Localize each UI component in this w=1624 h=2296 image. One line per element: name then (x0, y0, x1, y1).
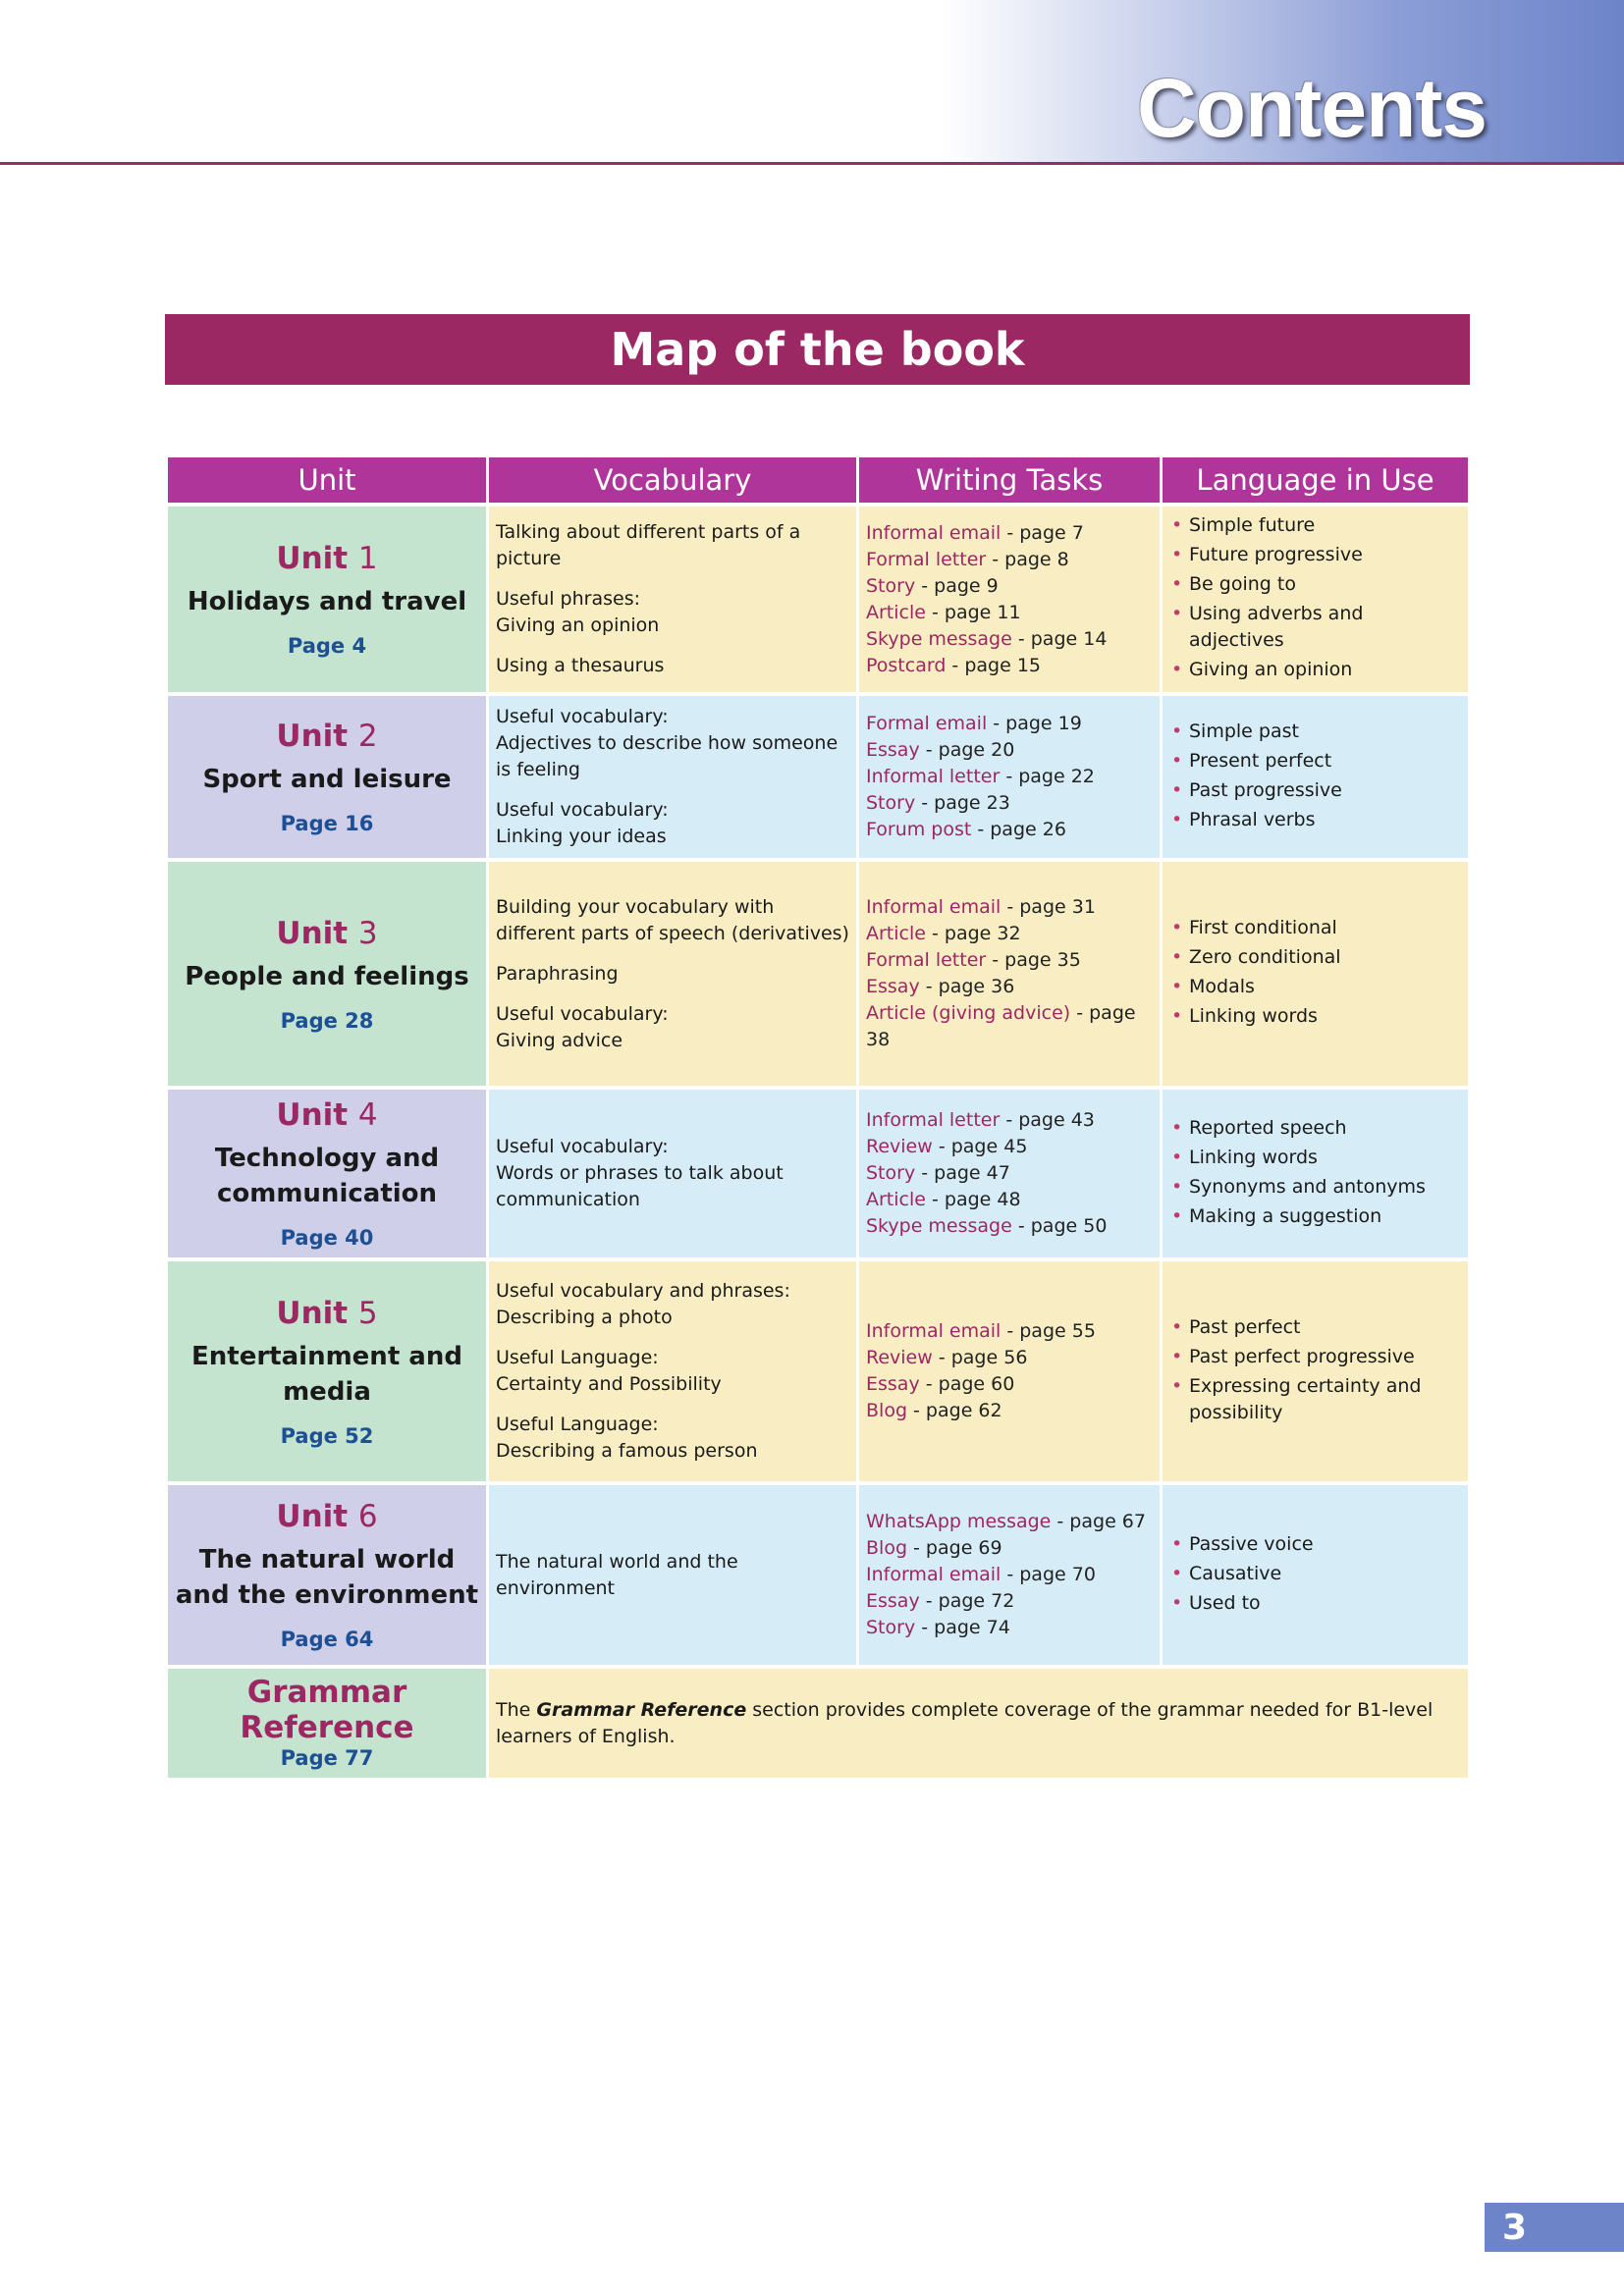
writing-tasks-cell (859, 1090, 1160, 1257)
grammar-desc-post: section provides complete coverage of the grammar needed for B1-level learners of English. (496, 1698, 1434, 1747)
vocabulary-line: Paraphrasing (496, 962, 619, 985)
unit-cell (168, 507, 486, 692)
map-of-the-book-banner: Map of the book (165, 314, 1470, 385)
task-type: Postcard (866, 654, 947, 676)
writing-task (866, 1398, 1153, 1424)
unit-name: Entertainment and media (191, 1341, 462, 1407)
unit-title (175, 1294, 479, 1333)
map-of-the-book-table (165, 454, 1471, 1782)
writing-task (866, 1535, 1153, 1562)
vocabulary-line: The natural world and the environment (496, 1550, 738, 1599)
writing-task (866, 600, 1153, 626)
task-page: - page 22 (1000, 766, 1095, 787)
language-item: • Future progressive (1189, 542, 1461, 568)
vocabulary-cell (489, 1485, 856, 1665)
grammar-reference-row (168, 1669, 1468, 1778)
writing-task (866, 1318, 1153, 1345)
unit-cell (168, 1485, 486, 1665)
vocabulary-group (496, 1278, 849, 1331)
task-type: Informal letter (866, 766, 1001, 787)
task-page: - page 14 (1011, 627, 1108, 650)
task-type: Story (866, 1162, 916, 1184)
vocabulary-line: Building your vocabulary with different parts of speech (derivatives) (496, 895, 849, 944)
vocabulary-line: Using a thesaurus (496, 655, 665, 676)
task-page: - page 15 (946, 654, 1041, 676)
vocabulary-line: Useful vocabulary: (496, 1136, 669, 1157)
vocabulary-line: Useful vocabulary: (496, 799, 669, 821)
unit-title (175, 717, 479, 756)
vocabulary-cell (489, 862, 856, 1086)
task-page: - page 31 (1001, 896, 1096, 918)
task-page: - page 7 (1001, 521, 1084, 544)
unit-page-link[interactable]: Page 52 (280, 1423, 374, 1448)
language-item: • Past perfect progressive (1189, 1344, 1461, 1370)
unit-number: 3 (357, 915, 378, 951)
writing-task (866, 894, 1153, 921)
language-item: • Phrasal verbs (1189, 807, 1461, 833)
language-item: • Expressing certainty and possibility (1189, 1373, 1461, 1426)
column-header-unit: Unit (168, 457, 486, 503)
column-header-vocabulary: Vocabulary (489, 457, 856, 503)
task-type: WhatsApp message (866, 1511, 1052, 1532)
task-type: Article (giving advice) (866, 1002, 1071, 1024)
writing-task (866, 1107, 1153, 1134)
task-page: - page 67 (1051, 1511, 1146, 1532)
writing-tasks-cell (859, 696, 1160, 858)
vocabulary-cell (489, 1261, 856, 1481)
unit-page-link[interactable]: Page 4 (287, 634, 367, 658)
table-row (168, 1090, 1468, 1257)
task-type: Formal letter (866, 548, 987, 570)
language-item: • Reported speech (1189, 1115, 1461, 1142)
task-type: Article (866, 923, 926, 944)
task-page: - page 9 (915, 574, 999, 597)
contents-title: Contents (1137, 62, 1487, 154)
table-row (168, 1485, 1468, 1665)
task-type: Review (866, 1347, 933, 1368)
task-type: Formal email (866, 713, 988, 734)
language-item: • Using adverbs and adjectives (1189, 601, 1461, 654)
vocabulary-line: Talking about different parts of a picture (496, 521, 801, 569)
vocabulary-group (496, 894, 849, 947)
unit-page-link[interactable]: Page 16 (280, 812, 374, 835)
writing-task (866, 1588, 1153, 1615)
language-item: • Synonyms and antonyms (1189, 1174, 1461, 1201)
grammar-reference-cell (168, 1669, 486, 1778)
unit-name: People and feelings (185, 961, 469, 991)
writing-task (866, 626, 1153, 653)
writing-task (866, 1000, 1153, 1053)
vocabulary-group (496, 961, 849, 988)
language-item: • Giving an opinion (1189, 657, 1461, 683)
unit-number: 2 (357, 719, 378, 754)
task-page: - page 8 (986, 548, 1069, 570)
language-in-use-cell (1163, 1090, 1468, 1257)
vocabulary-group (496, 519, 849, 572)
unit-cell (168, 862, 486, 1086)
writing-task (866, 1562, 1153, 1588)
writing-task (866, 520, 1153, 547)
language-item: • Past progressive (1189, 777, 1461, 804)
language-in-use-cell (1163, 862, 1468, 1086)
task-page: - page 35 (986, 949, 1081, 971)
task-page: - page 11 (925, 601, 1021, 623)
language-list (1169, 1314, 1461, 1426)
unit-number: 4 (357, 1097, 378, 1133)
writing-task (866, 974, 1153, 1000)
unit-title (175, 1497, 479, 1536)
vocabulary-line: Useful Language: (496, 1414, 659, 1435)
task-page: - page 19 (987, 713, 1082, 734)
grammar-reference-description (489, 1669, 1468, 1778)
language-item: • Making a suggestion (1189, 1203, 1461, 1230)
vocabulary-cell (489, 696, 856, 858)
unit-cell (168, 1261, 486, 1481)
unit-label: Unit (276, 1097, 349, 1133)
unit-name: Technology and communication (214, 1144, 440, 1208)
task-type: Formal letter (866, 949, 987, 971)
vocabulary-line: Useful Language: (496, 1347, 659, 1368)
task-type: Informal email (866, 1320, 1001, 1342)
vocabulary-line: Useful vocabulary and phrases: (496, 1280, 790, 1302)
language-list (1169, 1115, 1461, 1230)
task-page: - page 62 (907, 1400, 1002, 1421)
task-page: - page 20 (919, 739, 1015, 761)
task-type: Informal letter (866, 1109, 1001, 1131)
task-type: Article (866, 601, 926, 623)
task-page: - page 50 (1011, 1215, 1108, 1237)
unit-label: Unit (276, 1295, 349, 1331)
column-header-writing-tasks: Writing Tasks (859, 457, 1160, 503)
language-item: • Used to (1189, 1590, 1461, 1617)
vocabulary-cell (489, 507, 856, 692)
language-item: • Be going to (1189, 571, 1461, 598)
task-page: - page 48 (925, 1189, 1021, 1210)
header-rule (0, 162, 1624, 165)
page-number: 3 (1485, 2203, 1624, 2252)
language-in-use-cell (1163, 1485, 1468, 1665)
table-row (168, 862, 1468, 1086)
task-type: Review (866, 1136, 933, 1157)
vocabulary-line: Useful phrases: (496, 588, 640, 610)
language-list (1169, 915, 1461, 1030)
task-type: Forum post (866, 819, 972, 840)
writing-tasks-cell (859, 862, 1160, 1086)
language-item: • Past perfect (1189, 1314, 1461, 1341)
language-item: • Linking words (1189, 1003, 1461, 1030)
task-type: Skype message (866, 627, 1012, 650)
writing-task (866, 790, 1153, 817)
task-page: - page 36 (919, 976, 1015, 997)
writing-tasks-cell (859, 1261, 1160, 1481)
language-item: • Simple past (1189, 719, 1461, 745)
vocabulary-group (496, 653, 849, 679)
vocabulary-line: Certainty and Possibility (496, 1373, 722, 1395)
unit-label: Unit (276, 915, 349, 951)
vocabulary-group (496, 586, 849, 639)
task-type: Story (866, 792, 916, 814)
task-page: - page 32 (925, 923, 1021, 944)
writing-task (866, 711, 1153, 737)
language-item: • Causative (1189, 1561, 1461, 1587)
vocabulary-line: Useful vocabulary: (496, 706, 669, 727)
unit-title (175, 914, 479, 953)
writing-task (866, 817, 1153, 843)
column-header-language-in-use: Language in Use (1163, 457, 1468, 503)
task-page: - page 74 (915, 1617, 1010, 1638)
language-in-use-cell (1163, 696, 1468, 858)
task-type: Essay (866, 739, 920, 761)
language-item: • Modals (1189, 974, 1461, 1000)
writing-task (866, 737, 1153, 764)
task-page: - page 69 (907, 1537, 1002, 1559)
task-page: - page 60 (919, 1373, 1015, 1395)
task-type: Essay (866, 976, 920, 997)
task-type: Blog (866, 1400, 907, 1421)
vocabulary-line: Giving an opinion (496, 614, 660, 636)
unit-cell (168, 1090, 486, 1257)
task-type: Story (866, 1617, 916, 1638)
unit-page-link[interactable]: Page 64 (280, 1628, 374, 1651)
language-item: • Simple future (1189, 512, 1461, 539)
vocabulary-group (496, 704, 849, 783)
unit-cell (168, 696, 486, 858)
unit-title (175, 1095, 479, 1135)
vocabulary-line: Words or phrases to talk about communication (496, 1162, 784, 1210)
task-page: - page 70 (1001, 1564, 1096, 1585)
vocabulary-line: Describing a famous person (496, 1440, 758, 1462)
unit-name: The natural world and the environment (175, 1545, 479, 1610)
unit-name: Holidays and travel (187, 587, 467, 616)
vocabulary-line: Describing a photo (496, 1307, 673, 1328)
task-type: Essay (866, 1590, 920, 1612)
task-type: Article (866, 1189, 926, 1210)
vocabulary-line: Giving advice (496, 1029, 623, 1051)
task-type: Skype message (866, 1215, 1012, 1237)
unit-page-link[interactable]: Page 28 (280, 1008, 374, 1033)
language-item: • Passive voice (1189, 1531, 1461, 1558)
grammar-reference-page-link[interactable]: Page 77 (280, 1746, 374, 1770)
task-page: - page 45 (932, 1136, 1028, 1157)
writing-task (866, 1213, 1153, 1240)
writing-task (866, 547, 1153, 573)
task-page: - page 47 (915, 1162, 1010, 1184)
task-page: - page 26 (971, 819, 1066, 840)
table-row (168, 1261, 1468, 1481)
writing-task (866, 653, 1153, 679)
language-list (1169, 1531, 1461, 1617)
vocabulary-group (496, 1549, 849, 1602)
language-item: • Present perfect (1189, 748, 1461, 774)
table-row (168, 696, 1468, 858)
task-page: - page 38 (866, 1002, 1136, 1050)
task-page: - page 43 (1000, 1109, 1095, 1131)
task-type: Blog (866, 1537, 907, 1559)
unit-name: Sport and leisure (202, 765, 452, 794)
vocabulary-cell (489, 1090, 856, 1257)
task-type: Informal email (866, 521, 1001, 544)
writing-task (866, 1371, 1153, 1398)
unit-label: Unit (276, 541, 349, 576)
vocabulary-line: Linking your ideas (496, 826, 667, 847)
writing-task (866, 1509, 1153, 1535)
table-header-row (168, 457, 1468, 503)
writing-task (866, 573, 1153, 600)
language-item: • First conditional (1189, 915, 1461, 941)
language-list (1169, 719, 1461, 833)
writing-task (866, 1187, 1153, 1213)
vocabulary-group (496, 1001, 849, 1054)
writing-task (866, 1345, 1153, 1371)
table-row (168, 507, 1468, 692)
task-type: Informal email (866, 896, 1001, 918)
language-item: • Linking words (1189, 1145, 1461, 1171)
task-page: - page 23 (915, 792, 1010, 814)
vocabulary-line: Useful vocabulary: (496, 1002, 669, 1025)
language-in-use-cell (1163, 1261, 1468, 1481)
unit-title (175, 539, 479, 578)
task-page: - page 56 (932, 1347, 1028, 1368)
writing-task (866, 1160, 1153, 1187)
language-list (1169, 512, 1461, 683)
task-type: Informal email (866, 1564, 1001, 1585)
writing-task (866, 764, 1153, 790)
unit-label: Unit (276, 1499, 349, 1534)
grammar-desc-pre: The (496, 1698, 537, 1721)
unit-number: 5 (357, 1295, 378, 1331)
language-in-use-cell (1163, 507, 1468, 692)
unit-number: 1 (357, 541, 378, 576)
unit-number: 6 (357, 1499, 378, 1534)
writing-task (866, 947, 1153, 974)
vocabulary-group (496, 1412, 849, 1465)
grammar-reference-title: Grammar Reference (240, 1675, 414, 1745)
writing-tasks-cell (859, 1485, 1160, 1665)
unit-page-link[interactable]: Page 40 (280, 1226, 374, 1250)
task-type: Story (866, 574, 916, 597)
language-item: • Zero conditional (1189, 944, 1461, 971)
vocabulary-group (496, 797, 849, 850)
vocabulary-group (496, 1345, 849, 1398)
task-type: Essay (866, 1373, 920, 1395)
writing-tasks-cell (859, 507, 1160, 692)
units-body (168, 507, 1468, 1778)
task-page: - page 55 (1001, 1320, 1096, 1342)
writing-task (866, 921, 1153, 947)
vocabulary-line: Adjectives to describe how someone is feeling (496, 732, 839, 780)
unit-label: Unit (276, 719, 349, 754)
writing-task (866, 1134, 1153, 1160)
task-page: - page 72 (919, 1590, 1015, 1612)
grammar-desc-emphasis: Grammar Reference (536, 1698, 747, 1721)
vocabulary-group (496, 1134, 849, 1213)
writing-task (866, 1615, 1153, 1641)
